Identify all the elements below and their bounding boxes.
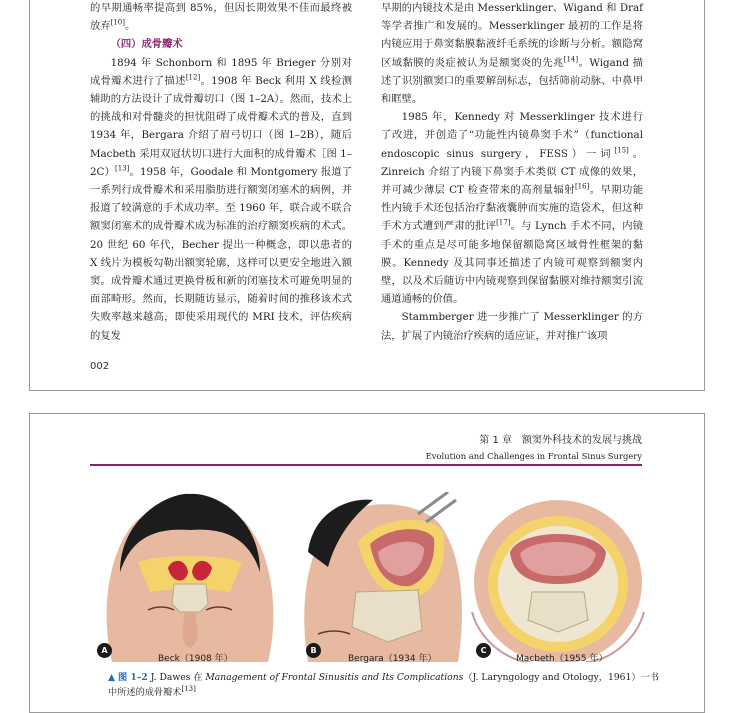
- citation: [13]: [115, 164, 130, 173]
- right-paragraph-2: [381, 108, 643, 308]
- citation: [10]: [110, 18, 125, 27]
- text: 。: [124, 20, 136, 33]
- text: 早期的内镜技术是由 Messerklinger、Wigand 和 Draf 等学者推广和发展的。Messerklinger 最初的工作是将内镜应用于鼻窦黏膜黏液纤毛系统的诊断与分析。额隐窝区域黏膜的炎症被认为是额窦炎的先兆: [381, 2, 643, 69]
- face-illustration-c: [470, 492, 646, 662]
- section-heading: （四）成骨瓣术: [110, 38, 183, 51]
- figure-label-a: Beck（1908 年）: [158, 654, 233, 664]
- caption-text: （J. Laryngology and Otology，1961）一书中所述的成骨瓣术: [108, 672, 659, 698]
- bottom-page: [29, 413, 705, 713]
- figure-caption: [108, 670, 668, 700]
- caption-citation: [13]: [181, 684, 196, 693]
- citation: [16]: [574, 182, 590, 191]
- text: 。早期功能性内镜手术还包括治疗黏液囊肿而实施的造袋术，但这种手术方式遭到严肃的批评: [381, 184, 644, 233]
- right-intro-paragraph: [381, 0, 643, 108]
- text: 。1908 年 Beck 利用 X 线检测辅助的方法设计了成骨瓣切口（图 1–2A）。然而，技术上的挑战和对骨髓炎的担忧阻碍了成骨瓣术式的普及，直到 1934 年，Bergara 介绍了眉弓切口（图 1–2B），随后 Macbeth 采用双冠状切口进行大面积的成骨瓣术［图 1–2C）: [90, 74, 353, 178]
- text: 1985 年，Kennedy 对 Messerklinger 技术进行了改进，并创造了“功能性内镜鼻窦手术”（functional endoscopic sinus surgery，FESS）一词: [381, 111, 643, 160]
- caption-number: 图 1–2: [118, 672, 148, 683]
- text: 的早期通畅率提高到 85%，但因长期效果不佳而最终被放弃: [90, 2, 352, 33]
- caption-book-title: Management of Frontal Sinusitis and Its Complications: [205, 672, 464, 683]
- citation: [15]: [614, 146, 629, 155]
- chapter-title-en: Evolution and Challenges in Frontal Sinus Surgery: [425, 451, 642, 461]
- figure-a-illustration: [90, 492, 288, 662]
- top-page: [29, 0, 705, 391]
- right-column: [381, 0, 643, 345]
- text: 。Zinreich 介绍了内镜下鼻窦手术类似 CT 成像的效果，并可减少薄层 CT 检查带来的高剂量辐射: [381, 147, 643, 197]
- left-column: [90, 0, 352, 345]
- face-illustration-a: [90, 492, 288, 662]
- left-intro-paragraph: [90, 0, 352, 35]
- caption-marker: ▲: [108, 672, 116, 683]
- figure-letter-b: B: [306, 643, 321, 658]
- text: 1894 年 Schonborn 和 1895 年 Brieger 分别对成骨瓣术进行了描述: [90, 56, 352, 87]
- text: 。Wigand 描述了识别额窦口的重要解剖标志，包括筛前动脉、中鼻甲和眶壁。: [381, 56, 643, 106]
- face-illustration-b: [298, 492, 466, 662]
- page-number: 002: [90, 361, 110, 372]
- caption-text: J. Dawes 在: [150, 672, 206, 683]
- figure-label-c: Macbeth（1955 年）: [516, 654, 608, 664]
- chapter-title-zh: 第 1 章 额窦外科技术的发展与挑战: [479, 435, 642, 446]
- figure-b-illustration: [298, 492, 466, 662]
- text: 。1958 年，Goodale 和 Montgomery 报道了一系列行成骨瓣术和采用脂肪进行额窦闭塞术的病例，并报道了较满意的手术成功率。至 1960 年，联合或不联合额窦闭塞术的成骨瓣术成为标准的治疗额窦疾病的术式。20 世纪 60 年代，Becher 提出一种概念，即以患者的 X 线片为模板勾勒出额窦轮廓，这样可以更安全地进入额窦。成骨瓣术通过更换骨板和新的闭塞技术可避免明显的面部畸形。然而，长期随访显示，随着时间的推移该术式失败率越来越高，即使采用现代的 MRI 技术，评估疾病的复发: [90, 165, 352, 342]
- citation: [12]: [185, 73, 201, 82]
- figure-letter-c: C: [476, 643, 491, 658]
- header-rule: [90, 464, 642, 466]
- chapter-header: [426, 431, 642, 461]
- figure-c-illustration: [470, 492, 646, 662]
- text: 。与 Lynch 手术不同，内镜手术的重点是尽可能多地保留额隐窝区域骨性框架的黏膜。Kennedy 及其同事还描述了内镜可观察到额窦内壁，以及术后随访中内镜观察到保留黏膜对维持额窦引流通道通畅的价值。: [381, 220, 643, 306]
- citation: [17]: [496, 219, 511, 228]
- figure-letter-a: A: [97, 643, 112, 658]
- left-paragraph-1: [90, 54, 352, 345]
- figure-label-b: Bergara（1934 年）: [348, 654, 437, 664]
- citation: [14]: [563, 55, 579, 64]
- right-paragraph-3: Stammberger 进一步推广了 Messerklinger 的方法，扩展了内镜治疗疾病的适应证，并对推广该项: [381, 311, 643, 342]
